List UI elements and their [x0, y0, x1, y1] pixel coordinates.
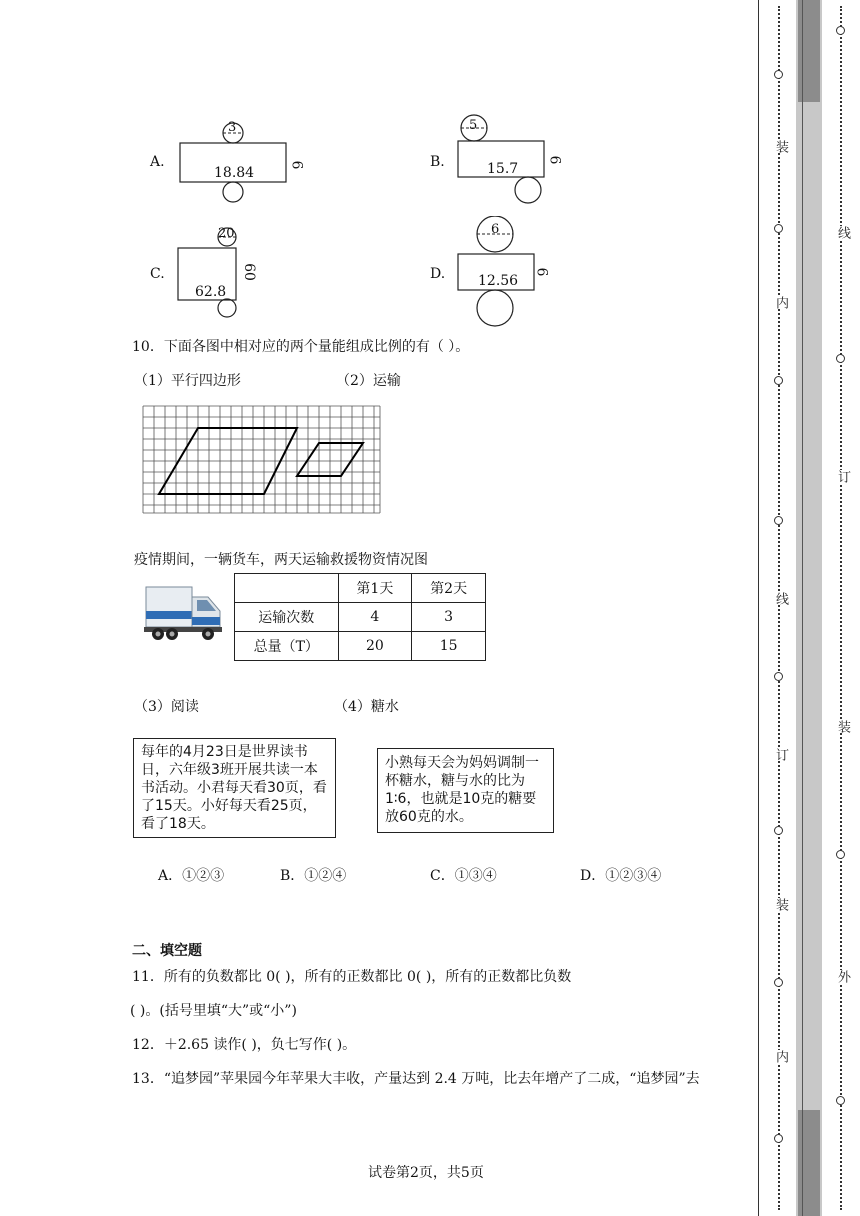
binding-strip-edge: [802, 0, 803, 1216]
q9-option-a-length: 18.84: [214, 165, 255, 181]
q11-line2: ( )。(括号里填“大”或“小”): [130, 1003, 297, 1019]
binding-inner-dotted-line: [778, 6, 780, 1210]
table-row: [235, 603, 486, 632]
q9-option-d-label: D.: [430, 266, 446, 282]
table-cell: 运输次数: [235, 603, 339, 632]
table-cell: [235, 574, 339, 603]
q9-option-c-length: 62.8: [195, 284, 227, 300]
transport-table: [234, 573, 486, 661]
q9-option-b-label: B.: [430, 154, 445, 170]
q10-label-reading: （3）阅读: [134, 699, 199, 715]
q10-option-d[interactable]: D．①②③④: [580, 868, 662, 884]
q9-option-b-length: 15.7: [487, 161, 519, 177]
q12: 12．＋2.65 读作( )，负七写作( )。: [132, 1037, 357, 1053]
q9-option-c-width: 60: [240, 263, 257, 281]
binding-inner-label: 线: [773, 592, 788, 605]
binding-inner-label: 内: [773, 296, 788, 309]
q10-label-transport: （2）运输: [336, 373, 401, 389]
table-header-row: [235, 574, 486, 603]
reading-box: 每年的4月23日是世界读书日，六年级3班开展共读一本书活动。小君每天看30页，看了15天。小好每天看25页，看了18天。: [133, 738, 336, 838]
table-row: [235, 632, 486, 661]
table-cell: 3: [412, 603, 486, 632]
binding-grey-strip: [796, 0, 822, 1216]
q9-option-d-diameter: 6: [491, 222, 500, 237]
q9-option-c-label: C.: [150, 266, 165, 282]
q10-label-sugar-water: （4）糖水: [334, 699, 399, 715]
table-cell: 第1天: [338, 574, 412, 603]
binding-hole-icon: [774, 70, 783, 79]
parallelogram-grid: [142, 405, 382, 515]
binding-outer-dotted-line: [840, 6, 842, 1210]
q9-option-a-width: 6: [288, 160, 305, 170]
table-cell: 15: [412, 632, 486, 661]
q13: 13．“追梦园”苹果园今年苹果大丰收，产量达到 2.4 万吨，比去年增产了二成，“追梦园”去: [132, 1071, 700, 1087]
table-cell: 20: [338, 632, 412, 661]
q10-option-a[interactable]: A．①②③: [158, 868, 225, 884]
binding-hole-icon: [774, 516, 783, 525]
table-cell: 总量（T）: [235, 632, 339, 661]
binding-hole-icon: [836, 850, 845, 859]
q10-stem: 10．下面各图中相对应的两个量能组成比例的有（ ）。: [132, 339, 470, 355]
sugar-water-box: 小熟每天会为妈妈调制一杯糖水，糖与水的比为1∶6，也就是10克的糖要放60克的水。: [377, 748, 554, 833]
binding-hole-icon: [836, 1096, 845, 1105]
binding-inner-label: 装: [773, 140, 788, 153]
q9-option-b-diameter: 5: [469, 118, 478, 133]
q10-label-parallelogram: （1）平行四边形: [134, 373, 241, 389]
binding-border-line: [758, 0, 759, 1216]
transport-caption: 疫情期间，一辆货车，两天运输救援物资情况图: [134, 552, 428, 568]
q9-option-a-diameter: 3: [228, 120, 237, 135]
binding-inner-label: 装: [773, 898, 788, 911]
binding-hole-icon: [836, 354, 845, 363]
binding-hole-icon: [774, 672, 783, 681]
binding-hole-icon: [836, 26, 845, 35]
table-cell: 4: [338, 603, 412, 632]
binding-inner-label: 订: [773, 748, 788, 761]
section-title: 二、填空题: [132, 943, 202, 959]
truck-icon: [142, 585, 226, 643]
q9-option-b-width: 6: [546, 155, 563, 165]
binding-hole-icon: [774, 826, 783, 835]
q9-option-d-length: 12.56: [478, 273, 519, 289]
q10-option-b[interactable]: B．①②④: [280, 868, 347, 884]
binding-outer-label: 订: [835, 470, 850, 483]
binding-hole-icon: [774, 1134, 783, 1143]
q9-option-a-label: A.: [150, 154, 165, 170]
table-cell: 第2天: [412, 574, 486, 603]
q11-line1: 11．所有的负数都比 0( )，所有的正数都比 0( )，所有的正数都比负数: [132, 969, 572, 985]
binding-hole-icon: [774, 376, 783, 385]
binding-inner-label: 内: [773, 1050, 788, 1063]
binding-hole-icon: [774, 224, 783, 233]
binding-outer-label: 线: [835, 226, 850, 239]
binding-outer-label: 装: [835, 720, 850, 733]
q10-option-c[interactable]: C．①③④: [430, 868, 497, 884]
binding-outer-label: 外: [835, 970, 850, 983]
q9-option-d-width: 6: [533, 267, 550, 277]
q9-option-c-diameter: 20: [218, 226, 235, 241]
binding-hole-icon: [774, 978, 783, 987]
page-footer: 试卷第2页，共5页: [368, 1165, 484, 1181]
